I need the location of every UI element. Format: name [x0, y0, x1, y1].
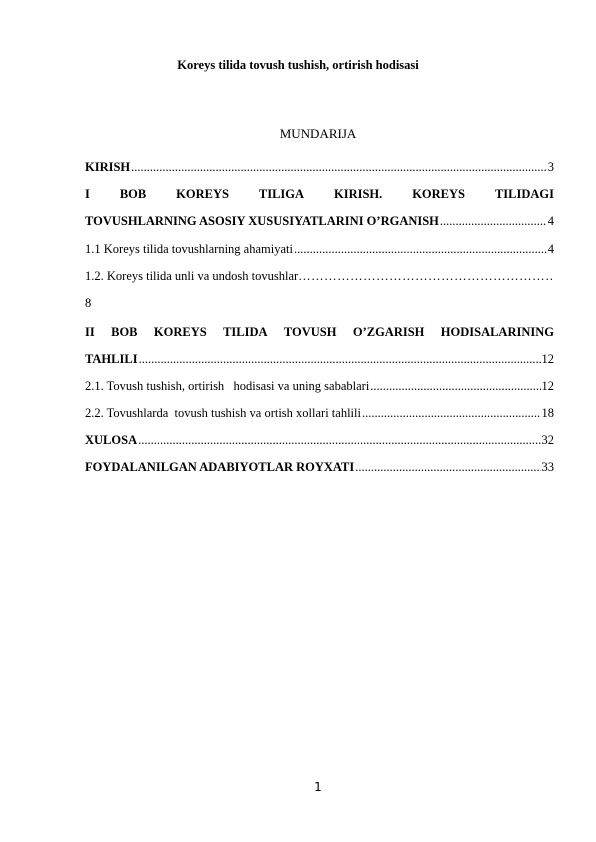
toc-page-number: 33	[541, 460, 554, 474]
toc-entry-2-2[interactable]	[85, 404, 554, 422]
toc-word: TILIDA	[223, 325, 268, 339]
toc-word: BOB	[111, 325, 138, 339]
toc-word: KOREYS	[153, 325, 207, 339]
toc-page-number: 8	[85, 296, 92, 310]
toc-word: TOVUSH	[283, 325, 337, 339]
toc-entry-label: XULOSA	[85, 433, 138, 447]
toc-entry-1-2[interactable]	[85, 267, 554, 312]
dot-leader	[294, 240, 547, 258]
toc-page-number: 18	[541, 406, 554, 420]
dot-leader	[138, 431, 540, 449]
toc-page-number: 12	[541, 352, 554, 366]
toc-entry-label: FOYDALANILGAN ADABIYOTLAR ROYXATI	[85, 460, 355, 474]
toc-entry-label: 1.2. Koreys tilida unli va undosh tovushlar	[85, 269, 299, 283]
toc-entry-label: 2.1. Tovush tushish, ortirish hodisasi va uning sabablari	[85, 379, 370, 393]
toc-entry-chapter-2[interactable]	[85, 323, 554, 368]
toc-word: O’ZGARISH	[352, 325, 425, 339]
dot-leader	[362, 404, 541, 422]
toc-word: TILIDAGI	[494, 187, 554, 201]
toc-word: TILIGA	[258, 187, 305, 201]
toc-page-number: 32	[541, 433, 554, 447]
toc-entry-kirish[interactable]	[85, 158, 554, 176]
page-number: 1	[314, 780, 322, 794]
toc-word: I	[85, 187, 90, 201]
toc-entry-label: 2.2. Tovushlarda tovush tushish va ortish xollari tahlili	[85, 406, 361, 420]
toc-word: HODISALARINING	[440, 325, 554, 339]
toc-chapter-2-line-1	[85, 323, 554, 341]
toc-entry-label: TAHLILI	[85, 352, 138, 366]
toc-word: KIRISH.	[333, 187, 383, 201]
toc-page-number: 3	[547, 160, 554, 174]
toc-page-number: 12	[541, 379, 554, 393]
toc-entry-label: KIRISH	[85, 160, 131, 174]
document-title: Koreys tilida tovush tushish, ortirish hodisasi	[177, 58, 419, 72]
toc-word: BOB	[119, 187, 147, 201]
toc-entry-adabiyotlar[interactable]	[85, 458, 554, 476]
toc-heading: MUNDARIJA	[279, 126, 357, 141]
toc-entry-xulosa[interactable]	[85, 431, 554, 449]
dot-leader	[355, 458, 540, 476]
toc-page-number: 4	[547, 242, 554, 256]
toc-entry-label: TOVUSHLARNING ASOSIY XUSUSIYATLARINI O’RGANISH	[85, 214, 439, 228]
dot-leader	[131, 158, 547, 176]
toc-page-number: 4	[547, 214, 554, 228]
toc-word: KOREYS	[412, 187, 465, 201]
toc-chapter-1-line-1	[85, 185, 554, 203]
toc-word: KOREYS	[176, 187, 229, 201]
toc-word: II	[85, 325, 95, 339]
toc-entry-chapter-1[interactable]	[85, 185, 554, 230]
toc-entry-label: 1.1 Koreys tilida tovushlarning ahamiyati	[85, 242, 293, 256]
dot-leader	[440, 212, 547, 230]
dot-leader	[370, 377, 540, 395]
toc-entry-1-1[interactable]	[85, 240, 554, 258]
dot-leader	[139, 350, 541, 368]
dot-leader	[298, 267, 554, 285]
toc-entry-2-1[interactable]	[85, 377, 554, 395]
